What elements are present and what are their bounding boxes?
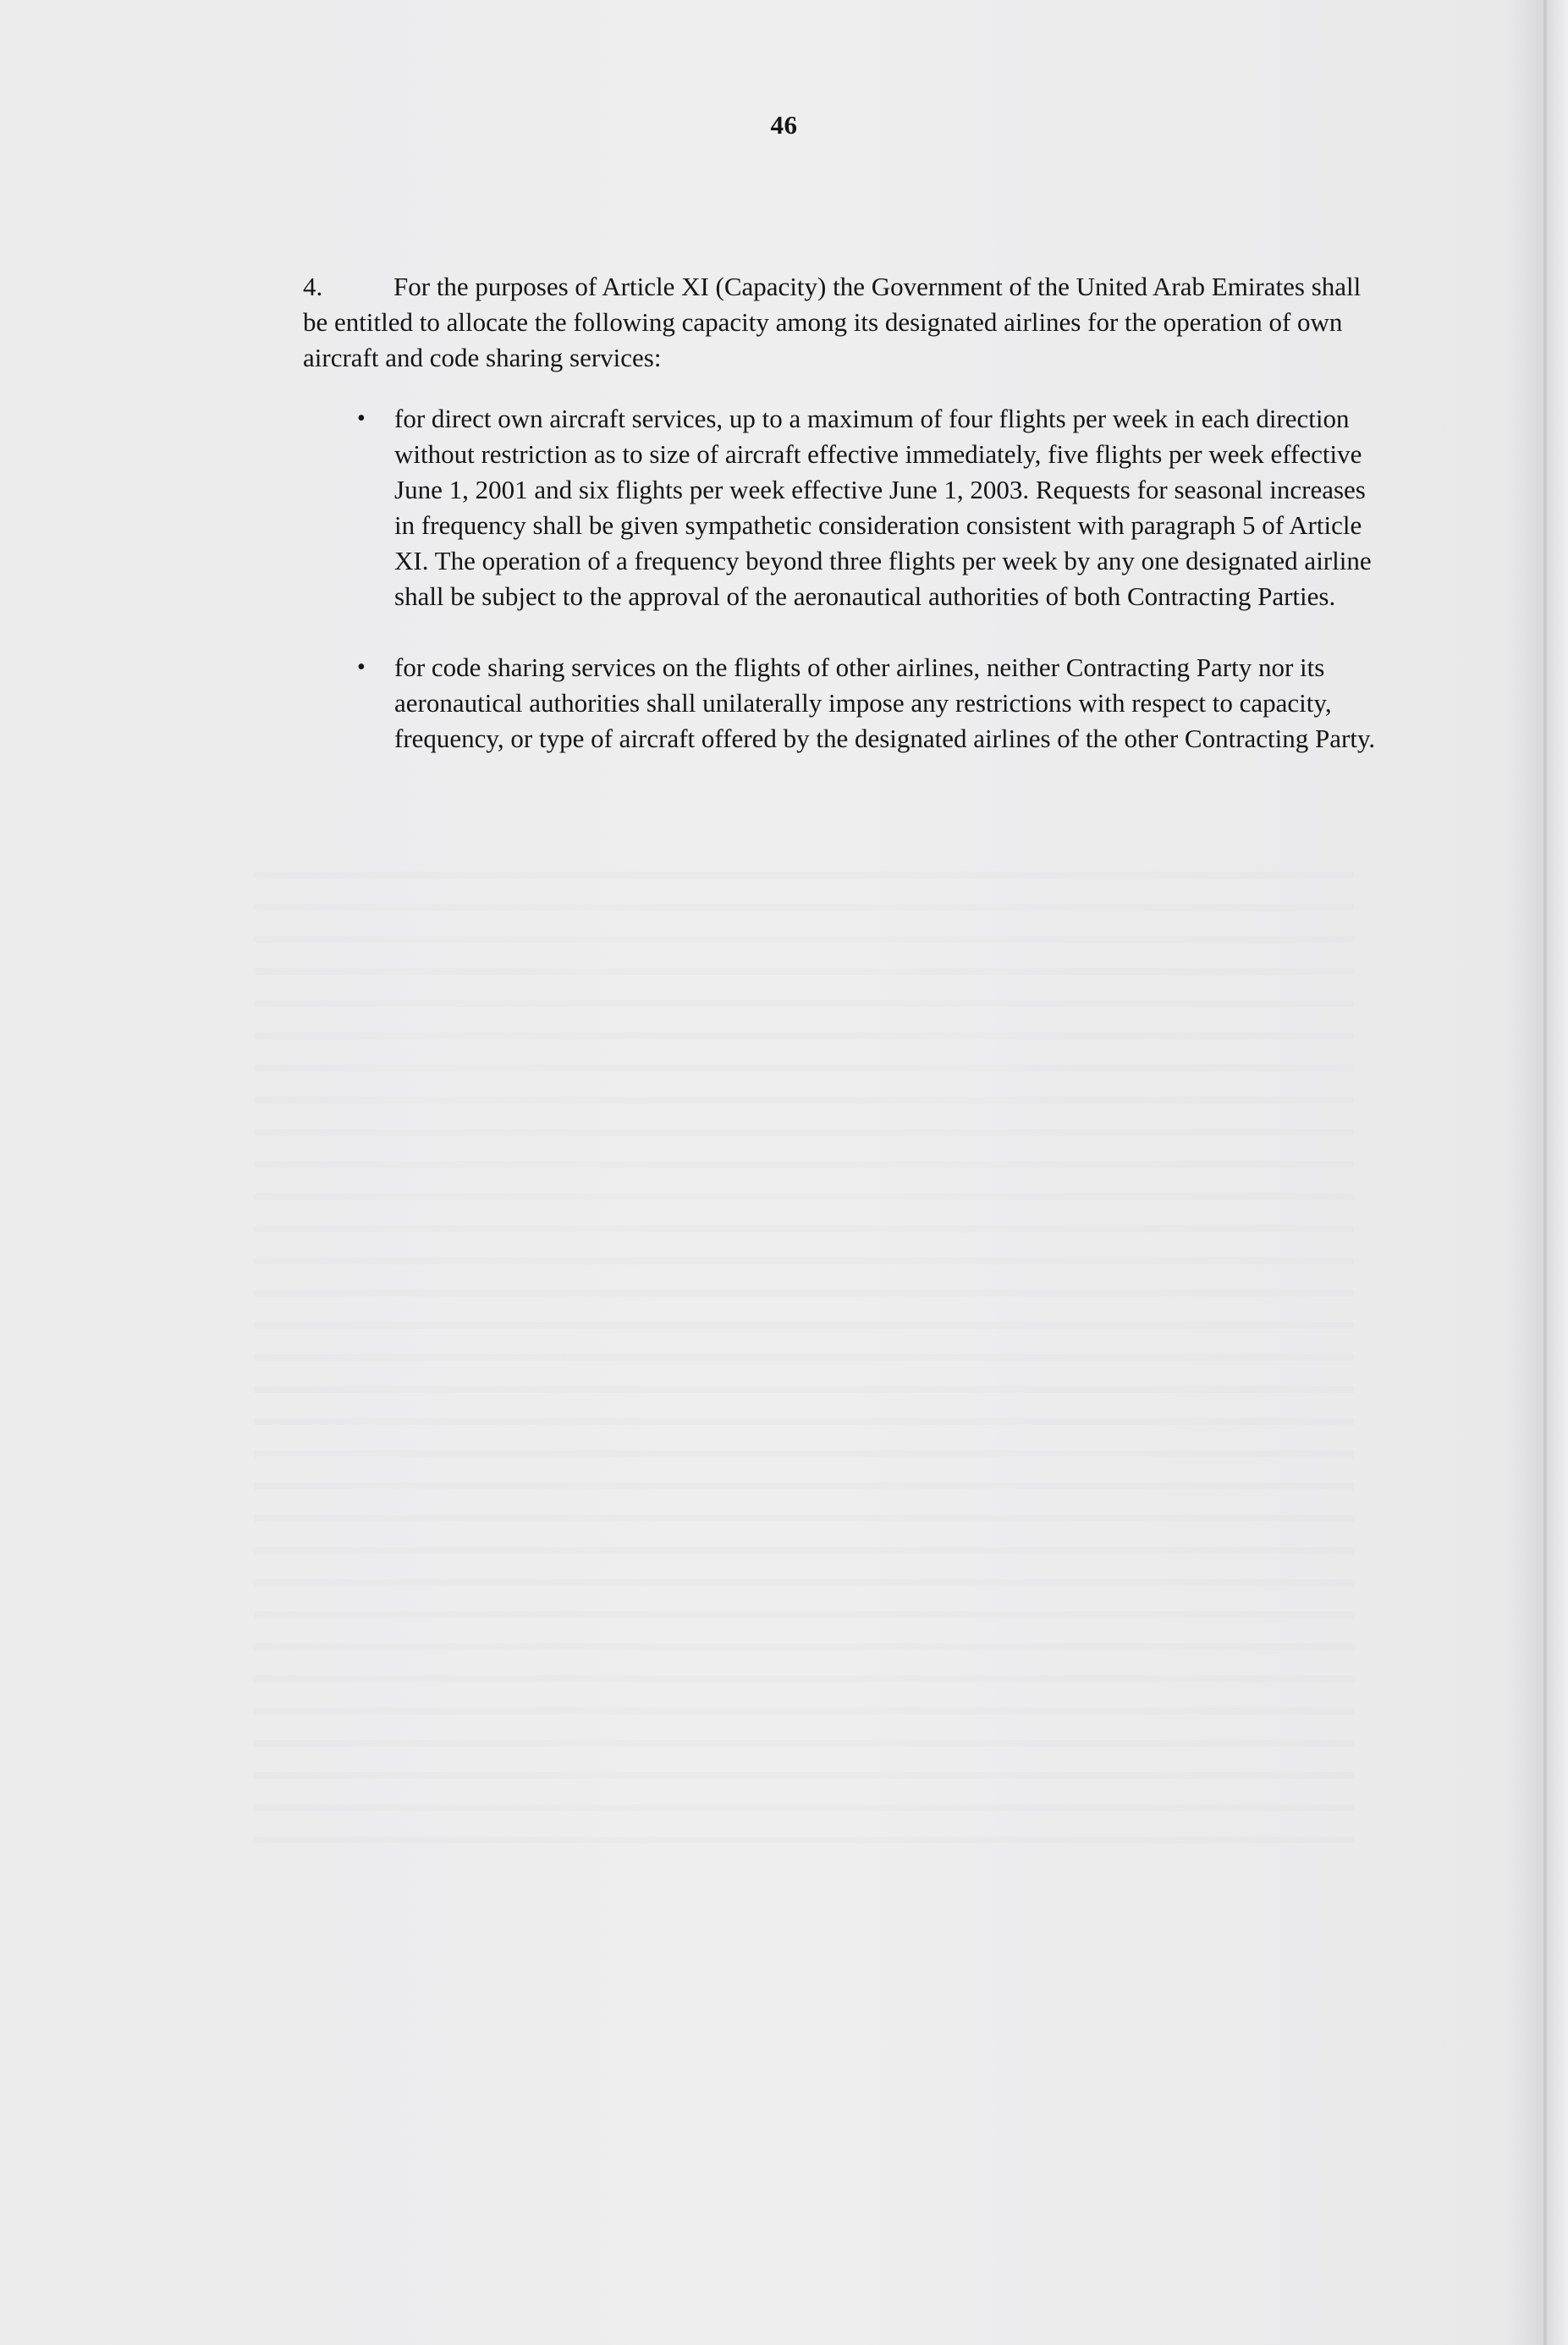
paragraph-number: 4.: [303, 272, 323, 301]
bullet-icon: •: [357, 654, 366, 680]
list-item-text: for direct own aircraft services, up to a maximum of four flights per week in each direction without restriction as to size of aircraft effective immediately, five flights per week effective June 1, 2001 and six flights per week effective June 1, 2003. Requests for seasonal increases in frequency shall be given sympathetic consideration consistent with paragraph 5 of Article XI. The operation of a frequency beyond three flights per week by any one designated airline shall be subject to the approval of the aeronautical authorities of both Contracting Parties.: [394, 404, 1372, 611]
document-body: [303, 269, 1378, 792]
paragraph-text: For the purposes of Article XI (Capacity) the Government of the United Arab Emirates shall be entitled to allocate the following capacity among its designated airlines for the operation of own aircraft and code sharing services:: [303, 272, 1362, 372]
page-edge-shadow: [1543, 0, 1548, 2345]
bleed-through-background: [254, 846, 1354, 1862]
capacity-list: [303, 401, 1378, 757]
page-number: 46: [770, 110, 798, 140]
paragraph-4: [303, 269, 1378, 376]
list-item-code-sharing: [303, 650, 1378, 757]
list-item-direct-services: [303, 401, 1378, 614]
list-item-text: for code sharing services on the flights of other airlines, neither Contracting Party nor its aeronautical authorities shall unilaterally impose any restrictions with respect to capacity, frequency, or type of aircraft offered by the designated airlines of the other Contracting Party.: [394, 652, 1376, 753]
bullet-icon: •: [357, 405, 366, 432]
